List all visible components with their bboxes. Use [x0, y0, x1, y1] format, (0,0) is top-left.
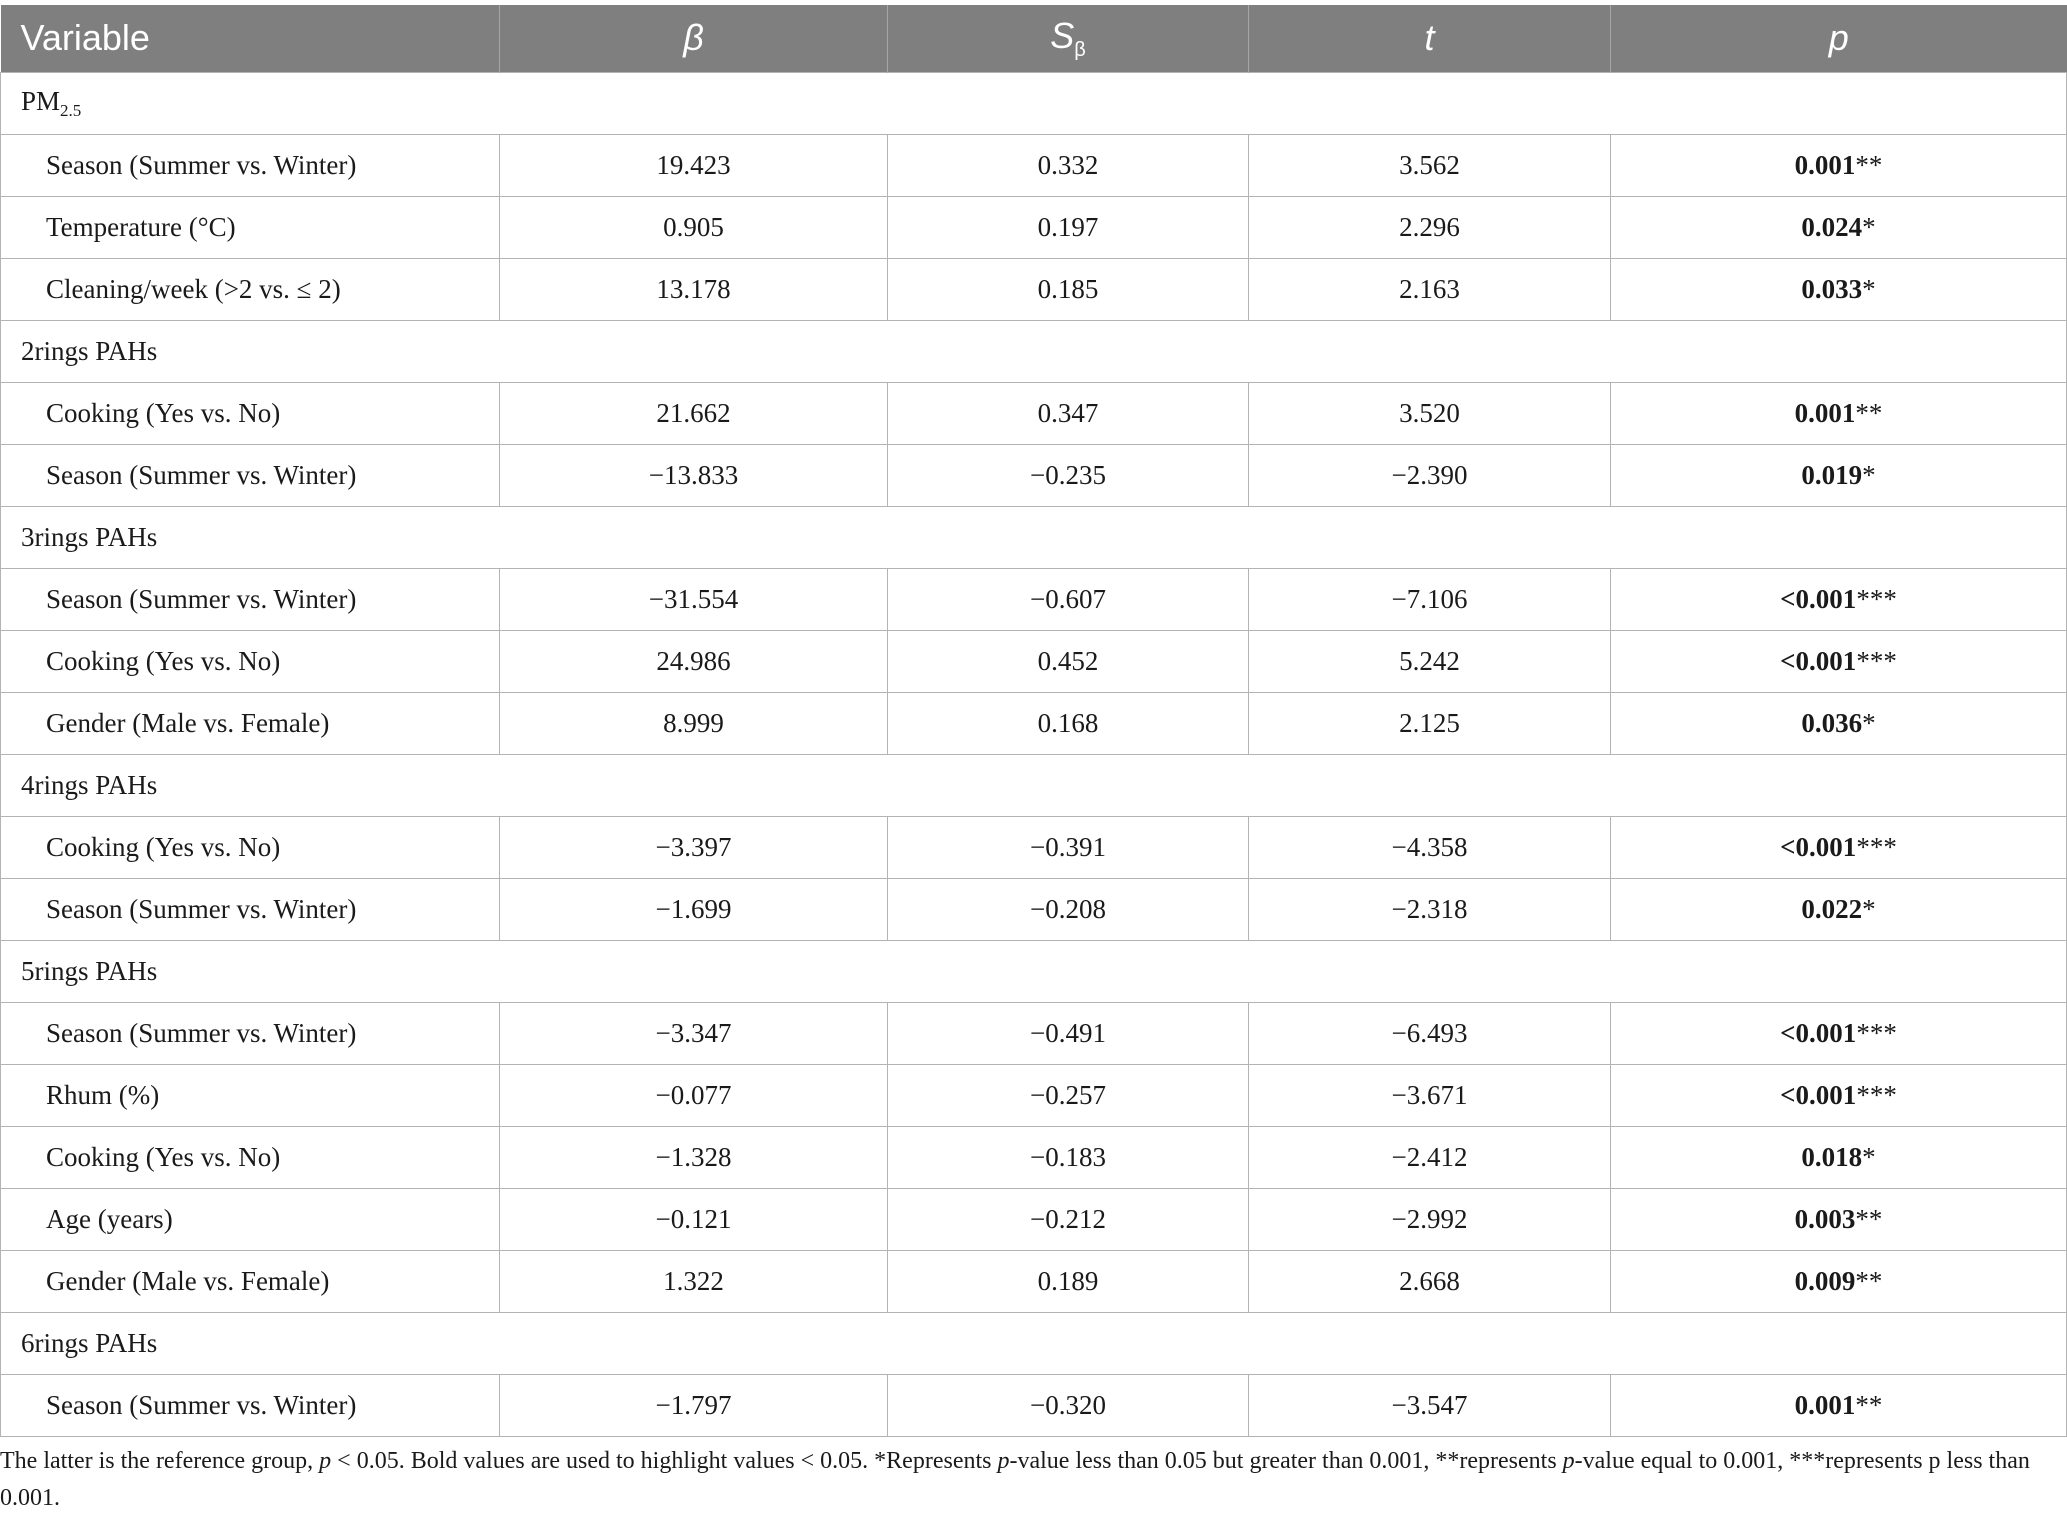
p-cell [1611, 134, 2067, 196]
variable-cell: Cleaning/week (>2 vs. ≤ 2) [1, 258, 500, 320]
header-variable: Variable [20, 17, 150, 59]
header-s-beta-main: S [1050, 14, 1075, 56]
p-cell [1611, 1064, 2067, 1126]
beta-cell: −13.833 [500, 444, 888, 506]
p-cell [1611, 1002, 2067, 1064]
group-label: 2rings PAHs [21, 335, 158, 366]
table-row [1, 134, 2067, 196]
group-label-cell [1, 320, 2067, 382]
p-significance-stars: *** [1856, 1079, 1897, 1110]
beta-cell: 13.178 [500, 258, 888, 320]
p-value: 0.018 [1801, 1141, 1863, 1172]
variable-cell: Season (Summer vs. Winter) [1, 1002, 500, 1064]
table-footnote [0, 1443, 2060, 1517]
p-value: <0.001 [1780, 645, 1857, 676]
p-value: 0.009 [1794, 1265, 1856, 1296]
s-beta-cell: −0.212 [888, 1188, 1249, 1250]
p-cell [1611, 1374, 2067, 1436]
beta-cell: −1.797 [500, 1374, 888, 1436]
p-value: 0.001 [1794, 397, 1856, 428]
p-significance-stars: ** [1855, 1203, 1883, 1234]
t-cell: −6.493 [1249, 1002, 1611, 1064]
t-cell: −2.412 [1249, 1126, 1611, 1188]
p-significance-stars: * [1862, 893, 1876, 924]
p-cell [1611, 568, 2067, 630]
p-cell [1611, 630, 2067, 692]
t-cell: 5.242 [1249, 630, 1611, 692]
p-value: 0.036 [1801, 707, 1863, 738]
beta-cell: 0.905 [500, 196, 888, 258]
s-beta-cell: 0.452 [888, 630, 1249, 692]
p-cell [1611, 816, 2067, 878]
t-cell: 2.163 [1249, 258, 1611, 320]
group-label-cell [1, 72, 2067, 134]
header-p: p [1611, 5, 2067, 72]
variable-cell: Temperature (°C) [1, 196, 500, 258]
beta-cell: 8.999 [500, 692, 888, 754]
s-beta-cell: −0.320 [888, 1374, 1249, 1436]
table-body [1, 72, 2067, 1436]
p-significance-stars: ** [1855, 1265, 1883, 1296]
beta-cell: −3.347 [500, 1002, 888, 1064]
t-cell: 2.125 [1249, 692, 1611, 754]
header-beta: β [500, 5, 888, 72]
variable-cell: Season (Summer vs. Winter) [1, 878, 500, 940]
t-cell: −4.358 [1249, 816, 1611, 878]
table-row [1, 568, 2067, 630]
beta-cell: −1.328 [500, 1126, 888, 1188]
variable-cell: Season (Summer vs. Winter) [1, 1374, 500, 1436]
p-value: <0.001 [1780, 1079, 1857, 1110]
table-row [1, 258, 2067, 320]
group-row [1, 320, 2067, 382]
beta-cell: 24.986 [500, 630, 888, 692]
table-row [1, 692, 2067, 754]
table-row [1, 1064, 2067, 1126]
footnote-p2: p [997, 1448, 1010, 1474]
variable-cell: Rhum (%) [1, 1064, 500, 1126]
table-row [1, 1250, 2067, 1312]
table-row [1, 1126, 2067, 1188]
p-value: 0.019 [1801, 459, 1863, 490]
variable-cell: Season (Summer vs. Winter) [1, 568, 500, 630]
p-cell [1611, 258, 2067, 320]
s-beta-cell: −0.183 [888, 1126, 1249, 1188]
footnote-part4: -value equal to 0.001, ***represents p less than 0.001. [0, 1448, 2030, 1511]
s-beta-cell: 0.347 [888, 382, 1249, 444]
footnote-part2: < 0.05. Bold values are used to highlight values < 0.05. *Represents [331, 1448, 998, 1474]
s-beta-cell: −0.607 [888, 568, 1249, 630]
group-label-cell [1, 1312, 2067, 1374]
beta-cell: 1.322 [500, 1250, 888, 1312]
p-significance-stars: * [1862, 1141, 1876, 1172]
variable-cell: Cooking (Yes vs. No) [1, 816, 500, 878]
variable-cell: Cooking (Yes vs. No) [1, 1126, 500, 1188]
table-row [1, 382, 2067, 444]
p-value: 0.024 [1801, 211, 1863, 242]
header-s-beta-sub: β [1074, 38, 1086, 61]
variable-cell: Cooking (Yes vs. No) [1, 630, 500, 692]
footnote-part3: -value less than 0.05 but greater than 0.001, **represents [1009, 1448, 1563, 1474]
s-beta-cell: −0.257 [888, 1064, 1249, 1126]
group-label-cell [1, 940, 2067, 1002]
header-s-beta [888, 5, 1249, 72]
table-row [1, 1002, 2067, 1064]
group-row [1, 940, 2067, 1002]
p-significance-stars: ** [1855, 149, 1883, 180]
p-significance-stars: * [1862, 273, 1876, 304]
group-row [1, 506, 2067, 568]
p-cell [1611, 444, 2067, 506]
p-value: 0.001 [1794, 1389, 1856, 1420]
t-cell: 2.296 [1249, 196, 1611, 258]
header-row [1, 5, 2067, 72]
p-significance-stars: * [1862, 211, 1876, 242]
p-cell [1611, 1250, 2067, 1312]
s-beta-cell: 0.197 [888, 196, 1249, 258]
beta-cell: −0.077 [500, 1064, 888, 1126]
regression-table [0, 5, 2067, 1437]
t-cell: −2.992 [1249, 1188, 1611, 1250]
group-label-cell [1, 506, 2067, 568]
s-beta-cell: 0.168 [888, 692, 1249, 754]
s-beta-cell: 0.189 [888, 1250, 1249, 1312]
p-cell [1611, 878, 2067, 940]
footnote-p1: p [319, 1448, 332, 1474]
group-row [1, 754, 2067, 816]
variable-cell: Gender (Male vs. Female) [1, 692, 500, 754]
variable-cell: Age (years) [1, 1188, 500, 1250]
table-row [1, 816, 2067, 878]
beta-cell: 19.423 [500, 134, 888, 196]
beta-cell: 21.662 [500, 382, 888, 444]
group-label: PM [21, 85, 61, 116]
p-significance-stars: * [1862, 707, 1876, 738]
s-beta-cell: −0.391 [888, 816, 1249, 878]
table-row [1, 1188, 2067, 1250]
p-value: <0.001 [1780, 583, 1857, 614]
table-row [1, 1374, 2067, 1436]
beta-cell: −0.121 [500, 1188, 888, 1250]
p-value: 0.033 [1801, 273, 1863, 304]
p-value: <0.001 [1780, 1017, 1857, 1048]
t-cell: 3.562 [1249, 134, 1611, 196]
t-cell: 3.520 [1249, 382, 1611, 444]
p-significance-stars: *** [1856, 1017, 1897, 1048]
table-row [1, 444, 2067, 506]
group-label: 6rings PAHs [21, 1327, 158, 1358]
beta-cell: −31.554 [500, 568, 888, 630]
p-cell [1611, 196, 2067, 258]
p-significance-stars: * [1862, 459, 1876, 490]
t-cell: −3.671 [1249, 1064, 1611, 1126]
s-beta-cell: −0.491 [888, 1002, 1249, 1064]
s-beta-cell: 0.185 [888, 258, 1249, 320]
table-header [1, 5, 2067, 72]
footnote-p3: p [1562, 1448, 1575, 1474]
group-row [1, 72, 2067, 134]
variable-cell: Gender (Male vs. Female) [1, 1250, 500, 1312]
group-label: 5rings PAHs [21, 955, 158, 986]
p-cell [1611, 1188, 2067, 1250]
p-cell [1611, 692, 2067, 754]
p-cell [1611, 1126, 2067, 1188]
variable-cell: Cooking (Yes vs. No) [1, 382, 500, 444]
p-value: 0.022 [1801, 893, 1863, 924]
header-t: t [1249, 5, 1611, 72]
t-cell: −7.106 [1249, 568, 1611, 630]
p-value: 0.001 [1794, 149, 1856, 180]
variable-cell: Season (Summer vs. Winter) [1, 444, 500, 506]
p-value: 0.003 [1794, 1203, 1856, 1234]
group-label: 3rings PAHs [21, 521, 158, 552]
t-cell: −2.318 [1249, 878, 1611, 940]
p-significance-stars: *** [1856, 831, 1897, 862]
p-cell [1611, 382, 2067, 444]
s-beta-cell: 0.332 [888, 134, 1249, 196]
s-beta-cell: −0.235 [888, 444, 1249, 506]
t-cell: −2.390 [1249, 444, 1611, 506]
beta-cell: −3.397 [500, 816, 888, 878]
p-significance-stars: *** [1856, 583, 1897, 614]
table-row [1, 878, 2067, 940]
t-cell: 2.668 [1249, 1250, 1611, 1312]
group-label-cell [1, 754, 2067, 816]
p-value: <0.001 [1780, 831, 1857, 862]
p-significance-stars: *** [1856, 645, 1897, 676]
s-beta-cell: −0.208 [888, 878, 1249, 940]
variable-cell: Season (Summer vs. Winter) [1, 134, 500, 196]
footnote-part1: The latter is the reference group, [0, 1448, 320, 1474]
table-row [1, 630, 2067, 692]
p-significance-stars: ** [1855, 397, 1883, 428]
group-label-subscript: 2.5 [60, 100, 82, 120]
group-label: 4rings PAHs [21, 769, 158, 800]
beta-cell: −1.699 [500, 878, 888, 940]
group-row [1, 1312, 2067, 1374]
t-cell: −3.547 [1249, 1374, 1611, 1436]
p-significance-stars: ** [1855, 1389, 1883, 1420]
table-row [1, 196, 2067, 258]
